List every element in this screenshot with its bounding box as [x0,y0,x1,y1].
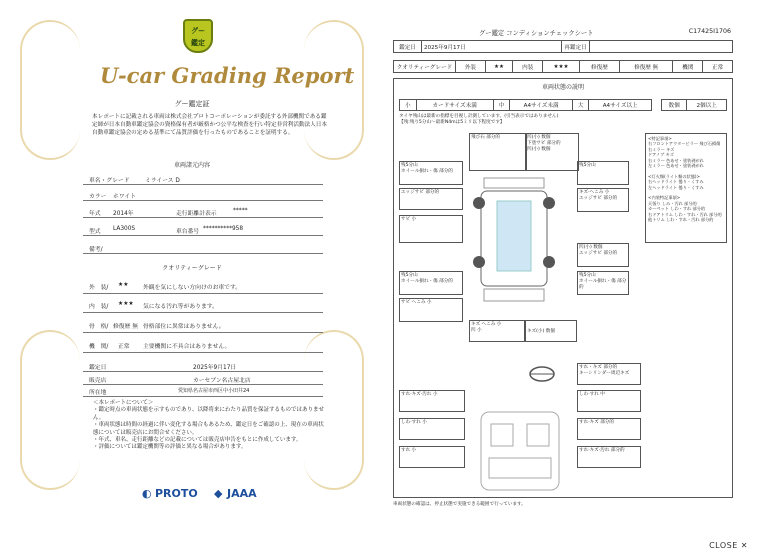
jaaa-logo-icon: ◆ [214,487,223,500]
row-address [83,384,323,397]
interior-box: すれ・キズ 部分的 キーシリンダー周辺キズ [577,363,641,385]
tire-rear-right-icon [543,256,555,268]
damage-box: 残5分山 ホイール損れ・傷 部分的 [399,271,463,295]
row-year [83,205,323,218]
proto-logo-icon: ◐ [142,487,152,500]
model-label: 型式 [89,229,101,235]
legend-item: カードサイズ未満 [416,100,493,111]
damage-box: エッジサビ 部分的 [399,188,463,210]
specs-title: 車両諸元内容 [173,162,210,169]
sheet-repair-value: 修復歴 無 [619,61,673,73]
row-grade [83,172,323,185]
sheet-ext-value: ★★ [485,61,513,73]
row-remarks [83,241,323,254]
legend-item: 2個以上 [687,100,727,111]
grade-label: 車名・グレード [89,178,130,184]
interior-box: すれ·キズ·汚れ 部分的 [577,446,641,468]
row-color [83,188,323,201]
damage-box: サビ 小 [399,215,463,243]
frame-label: 骨 格/ [89,324,109,330]
car-exterior-diagram [459,176,569,304]
notes [93,400,325,452]
tire-front-left-icon [473,197,485,209]
damage-box: 残5分山 ホイール損れ・傷 部分的 [399,161,463,185]
frame-text: 骨格部位に異常はありません。 [143,324,225,330]
legend-item: A4サイズ未満 [510,100,572,111]
chassis-label: 車台番号 [176,229,200,235]
ornament-bottom-left [20,330,80,490]
interior-box: すれ·キズ 部分的 [577,418,641,440]
interior-label: 内 装/ [89,304,109,310]
close-button[interactable]: CLOSE ✕ [709,541,748,550]
year-label: 年式 [89,211,101,217]
damage-box: 凹(小) 数個 エッジサビ 部分的 [577,243,629,267]
condition-check-sheet [389,0,759,520]
legend-item: 小 [400,100,417,111]
proto-logo: PROTO [155,487,198,500]
color-label: カラー [89,194,107,200]
ornament-top-right [304,20,364,160]
damage-box: 凹(小) 数個 下塗サビ 部分的 凹(小) 数個 [525,133,579,171]
note-item: ・年式、車名、走行距離などの記載については販売店申告をもとに作成しています。 [93,437,302,444]
interior-text: 気になる汚れ等があります。 [143,304,218,310]
quality-title: クオリティーグレード [162,265,222,272]
row-date [83,359,323,372]
tire-rear-left-icon [473,256,485,268]
dealer-value: カーセブン名古屋北店 [193,378,251,384]
sheet-engine-label: 機関 [673,61,703,73]
damage-box: キズ へこみ 小 凹 小 [469,320,525,342]
color-value: ホワイト [113,194,137,200]
sheet-ext-label: 外装 [456,61,486,73]
sheet-sale-value [590,41,733,53]
sheet-repair-label: 修復歴 [579,61,619,73]
exterior-stars: ★★ [118,282,129,288]
jaaa-logo: JAAA [227,487,257,500]
tire-note: タイヤ残山は最新の指標を目視し計測しています。(引当表示ではありません) 【残:残り5分山〜最新N4mは5ミリ以下程度です】 [399,114,559,126]
legend-item: 大 [572,100,589,111]
remarks-label: 備考/ [89,247,103,253]
sheet-quality-label: クオリティーグレード [394,61,456,73]
damage-box: 飛び石 部分的 [469,133,527,171]
exterior-text: 外観を気にしない方向けのお車です。 [143,285,242,291]
sheet-engine-value: 正常 [703,61,733,73]
report-title: U-car Grading Report [100,63,355,88]
interior-box: すれ 小 [399,446,465,468]
sheet-id: C17425I1706 [688,28,731,35]
interior-box: すれ·キズ·汚れ 小 [399,390,465,412]
interior-stars: ★★★ [118,301,134,307]
row-exterior [83,279,323,294]
exterior-label: 外 装/ [89,285,109,291]
sheet-date-value: 2025年9月17日 [422,41,562,53]
quality-table [393,60,733,73]
model-value: LA300S [113,226,136,232]
sheet-title: グー鑑定 コンディションチェックシート [479,30,594,37]
row-interior [83,298,323,313]
damage-box: 残5分山 [577,161,629,185]
row-frame [83,318,323,333]
logos [142,485,272,503]
goo-kantei-emblem-icon: グー 鑑定 [183,19,213,53]
dealer-label: 販売店 [89,378,107,384]
special-notes-box [645,133,727,243]
grading-certificate [0,0,384,520]
damage-box: サビ へこみ 小 [399,298,463,322]
date-label: 鑑定日 [89,365,107,371]
grade-value: ミライース D [145,178,180,184]
mech-value: 正常 [118,344,130,350]
date-table [393,40,733,53]
row-model [83,223,323,236]
legend-item: 中 [493,100,510,111]
address-label: 所在地 [89,390,107,396]
condition-title: 車両状態の説明 [541,84,584,91]
tire-front-right-icon [543,197,555,209]
sheet-int-label: 内装 [513,61,543,73]
damage-box: キズ(小) 数個 [525,320,577,342]
mech-label: 機 関/ [89,344,109,350]
note-item: ・評価については鑑定機関等の評価と異なる場合があります。 [93,444,247,451]
sheet-int-value: ★★★ [543,61,580,73]
car-interior-diagram [477,410,563,492]
interior-box: しわ·すれ 小 [399,418,465,440]
mech-text: 主要機関に不具合はありません。 [143,344,231,350]
ornament-top-left [20,20,80,160]
legend-item: 数個 [661,100,686,111]
legend-item: A4サイズ以上 [589,100,651,111]
mileage-value: ***** [233,208,248,214]
notes-title: ＜本レポートについて＞ [93,400,154,406]
sheet-footer: 車両状態の確認は、停止状態で実施できる範囲で行っています。 [393,502,526,507]
frame-value: 修復歴 無 [113,324,139,330]
chassis-value: **********958 [203,226,244,232]
certificate-body: 本レポートに記載される車両は株式会社プロトコーポレーションが委託する外部機関である鑑定師が日本自動車鑑定協会の資格保有者が厳格かつ公平な検査を行い特定非営利活動法人日本自動車鑑定協会の定める基準にて品質評価を行ったものであることを証明する。 [92,114,327,136]
row-mechanics [83,338,323,353]
note-item: ・車両状態は時間の経過に伴い変化する場合もあるため、鑑定日をご確認の上、現在の車両状態については販売店にお問合せください。 [93,422,324,436]
mileage-label: 走行距離計表示 [176,211,217,217]
date-value: 2025年9月17日 [193,365,237,371]
note-item: ・鑑定時点の車両状態を示すものであり、以降将来にわたり品質を保証するものではありません。 [93,407,325,421]
year-value: 2014年 [113,211,134,217]
steering-wheel-icon [527,364,557,384]
sheet-sale-label: 再鑑定日 [562,41,590,53]
sheet-date-label: 鑑定日 [394,41,422,53]
legend-table [399,99,727,111]
interior-box: しわ·すれ 中 [577,390,641,412]
special-notes: <特記事項> 右フロントアウターピラー 飛び石損傷 右ミラー キズ ドアノブ キズ 右ミラー 色あせ・塗装剥がれ 左ミラー 色あせ・塗装剥がれ <灯火類(ライト類の状態)> 右ヘッドライト 曇り・くすみ 左ヘッドライト 曇り・くすみ <内装特記事項> 天張り しみ・汚れ 部分的 カーペット しわ・すれ 部分的 右ドアトリム しわ・すれ・汚れ 部分的 他トリム しわ・すれ・汚れ 部分的 [648,136,722,223]
damage-box: キズ·へこみ 小 エッジサビ 部分的 [577,188,629,212]
damage-box: 残5分山 ホイール損れ・傷 部分的 [577,271,629,295]
address-value: 愛知県名古屋市西区中小田井24 [178,388,250,394]
certificate-subtitle: グー鑑定証 [174,100,210,108]
